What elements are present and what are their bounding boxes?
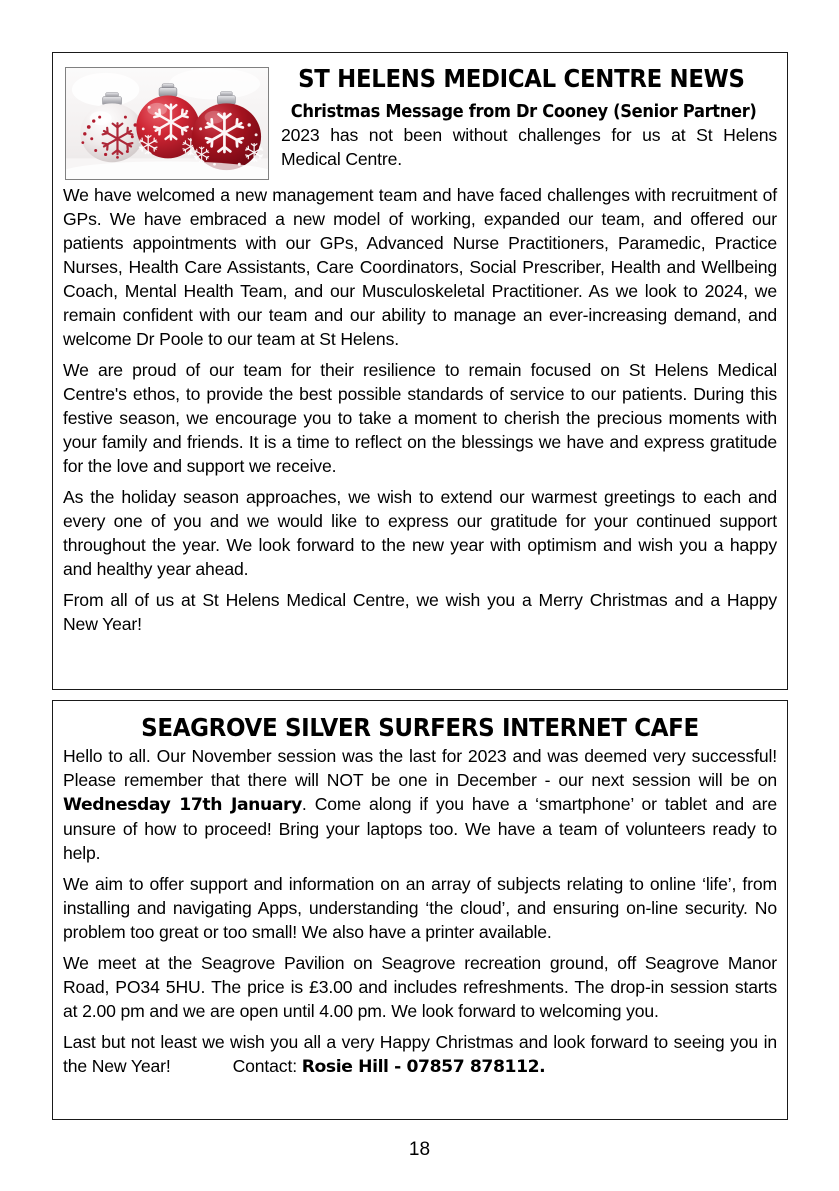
contact-details: Rosie Hill - 07857 878112. xyxy=(301,1056,546,1077)
article-paragraph: We meet at the Seagrove Pavilion on Seagrove recreation ground, off Seagrove Manor Road, PO34 5HU. The price is £3.00 and includes refreshments. The drop-in session starts at 2.00 pm and we are open until 4.00 pm. We look forward to welcoming you. xyxy=(63,952,777,1021)
paragraph-text-after-bold: . Come along if you have a ‘smartphone’ or tablet and are unsure of how to proceed! Bring your laptops too. We have a team of volunteers ready to help. xyxy=(63,793,777,863)
contact-label: Contact: xyxy=(232,1055,297,1076)
paragraph-text-before-bold: Hello to all. Our November session was the last for 2023 and was deemed very successful! Please remember that there will NOT be one in December - our next session will be on xyxy=(63,745,777,790)
article-paragraph: From all of us at St Helens Medical Centre, we wish you a Merry Christmas and a Happy New Year! xyxy=(63,590,777,634)
article-seagrove-silver-surfers-internet-cafe xyxy=(52,700,788,1120)
page-number: 18 xyxy=(408,1139,431,1160)
article-st-helens-medical-centre-news xyxy=(52,52,788,690)
article-paragraph: We have welcomed a new management team and have faced challenges with recruitment of GPs. We have embraced a new model of working, expanded our team, and offered our patients appointments with our GPs, Advanced Nurse Practitioners, Paramedic, Practice Nurses, Health Care Assistants, Care Coordinators, Social Prescriber, Health and Wellbeing Coach, Mental Health Team, and our Musculoskeletal Practitioner. As we look to 2024, we remain confident with our team and our ability to manage an ever-increasing demand, and welcome Dr Poole to our team at St Helens. xyxy=(63,185,777,349)
article-paragraph-intro: 2023 has not been without challenges for us at St Helens Medical Centre. xyxy=(281,124,777,169)
article-paragraph: We are proud of our team for their resilience to remain focused on St Helens Medical Centre's ethos, to provide the best possible standards of service to our patients. During this festive season, we encourage you to take a moment to cherish the precious moments with your family and friends. It is a time to reflect on the blessings we have and express gratitude for the love and support we receive. xyxy=(63,360,777,476)
article-title: SEAGROVE SILVER SURFERS INTERNET CAFE xyxy=(141,713,699,742)
article-paragraph: As the holiday season approaches, we wish to extend our warmest greetings to each and every one of you and we would like to express our gratitude for your continued support throughout the year. We look forward to the new year with optimism and wish you a happy and healthy year ahead. xyxy=(63,487,777,579)
article-header-with-image xyxy=(63,59,777,183)
closing-text: Last but not least we wish you all a very Happy Christmas and look forward to seeing you in the New Year! xyxy=(63,1031,777,1076)
next-session-date: Wednesday 17th January xyxy=(63,794,302,815)
article-paragraph-closing xyxy=(63,1030,777,1079)
article-title: ST HELENS MEDICAL CENTRE NEWS xyxy=(298,64,745,93)
article-paragraph xyxy=(63,744,777,865)
article-paragraph: We aim to offer support and information on an array of subjects relating to online ‘life’, from installing and navigating Apps, understanding ‘the cloud’, and ensuring on-line security. No problem too great or too small! We also have a printer available. xyxy=(63,873,777,942)
article-subtitle: Christmas Message from Dr Cooney (Senior Partner) xyxy=(290,102,757,123)
